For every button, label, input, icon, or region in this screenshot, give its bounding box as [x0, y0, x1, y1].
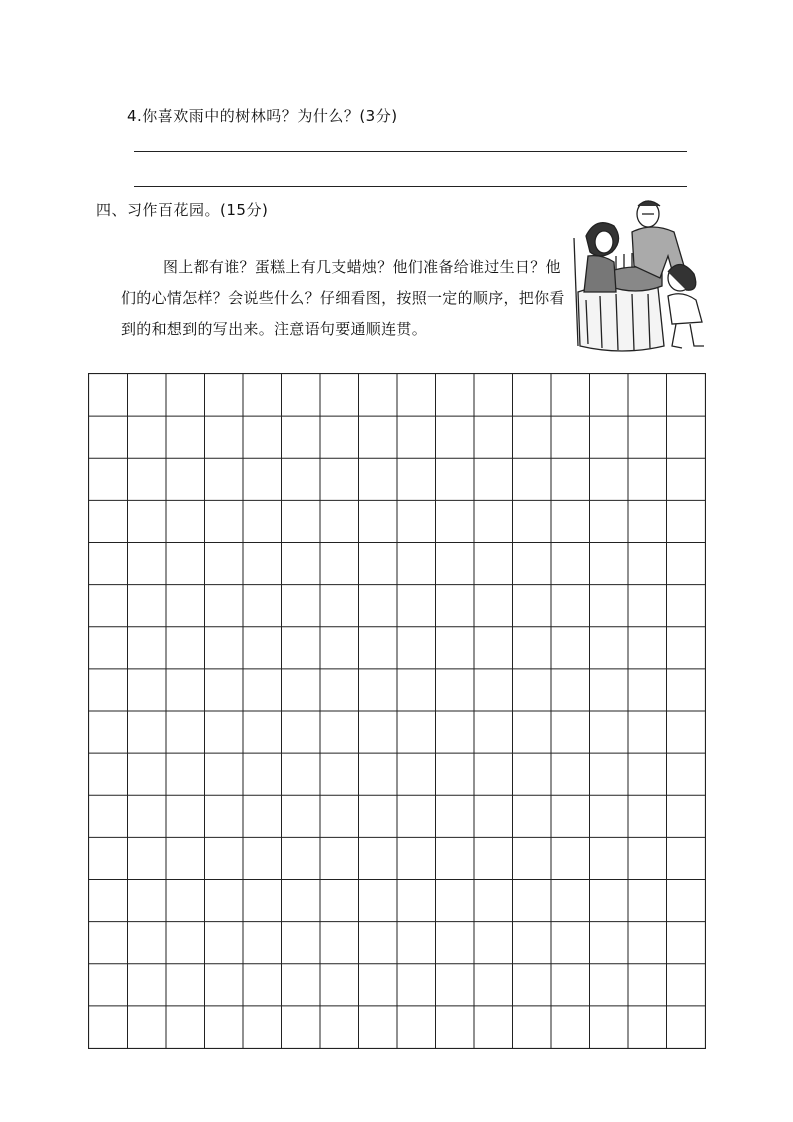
section-title: 四、习作百花园。(15分) — [96, 201, 269, 219]
writing-prompt — [121, 252, 566, 345]
writing-grid[interactable] — [88, 373, 706, 1049]
answer-line-1[interactable] — [134, 151, 687, 152]
birthday-family-icon — [572, 196, 712, 356]
question-4: 4.你喜欢雨中的树林吗？为什么？(3分) — [127, 107, 398, 125]
writing-prompt-text: 图上都有谁？蛋糕上有几支蜡烛？他们准备给谁过生日？他们的心情怎样？会说些什么？仔细看图，按照一定的顺序，把你看到的和想到的写出来。注意语句要通顺连贯。 — [121, 258, 565, 338]
answer-line-2[interactable] — [134, 186, 687, 187]
